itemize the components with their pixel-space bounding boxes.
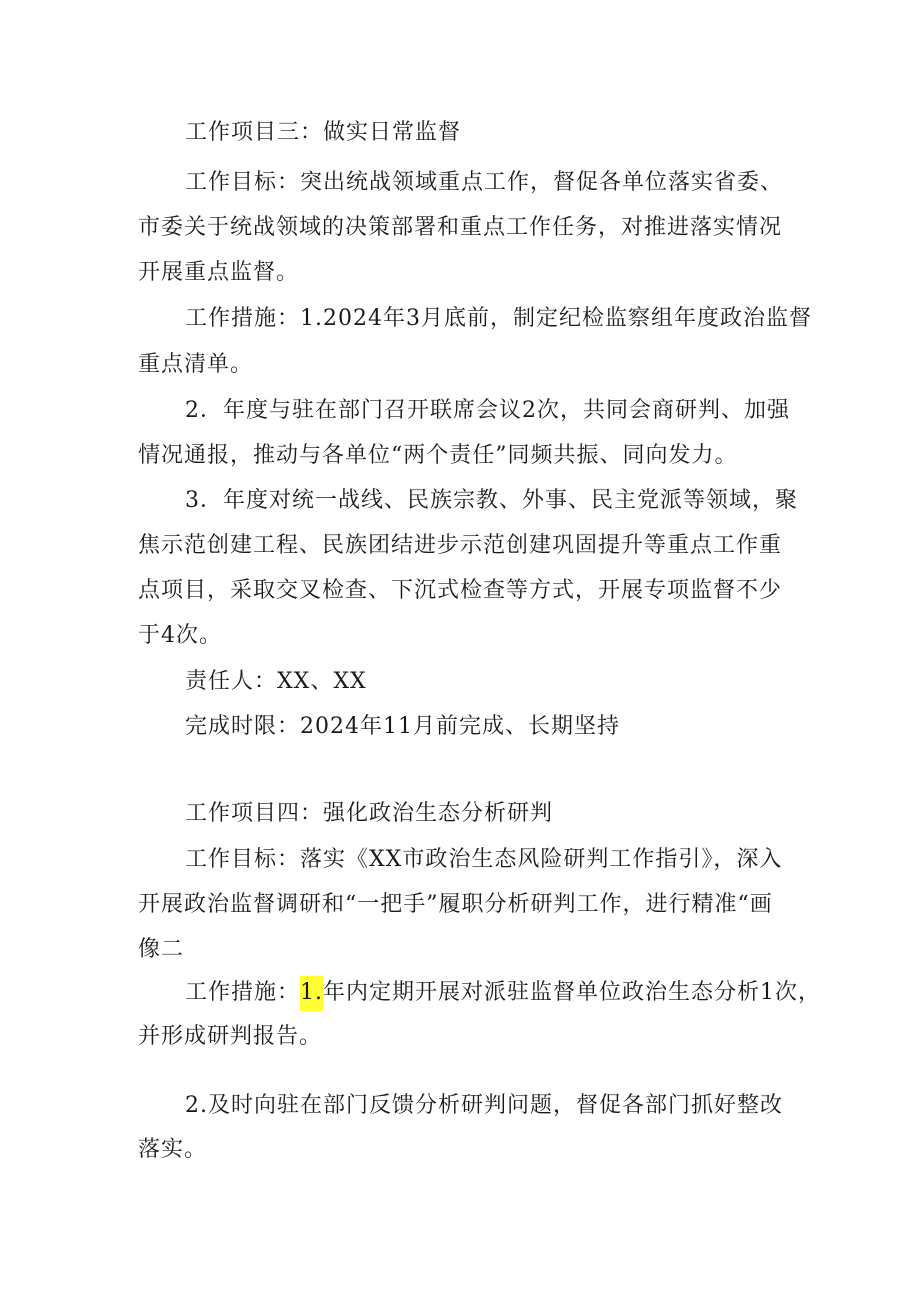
section3-item2-line2: 情况通报，推动与各单位“两个责任”同频共振、同向发力。 — [138, 443, 738, 468]
section3-item3-line1: 3．年度对统一战线、民族宗教、外事、民主党派等领域，聚 — [185, 488, 798, 513]
section4-item2-line2: 落实。 — [138, 1137, 208, 1162]
section3-measures-line2: 重点清单。 — [138, 352, 254, 377]
section3-responsible: 责任人：XX、XX — [185, 669, 367, 694]
section4-measures-prefix: 工作措施： — [185, 980, 301, 1005]
section3-goal-line1: 工作目标：突出统战领域重点工作，督促各单位落实省委、 — [185, 170, 784, 195]
section4-measures-rest: 年内定期开展对派驻监督单位政治生态分析1次， — [323, 980, 822, 1005]
section3-title: 工作项目三：做实日常监督 — [185, 120, 462, 145]
section4-goal-line1: 工作目标：落实《XX市政治生态风险研判工作指引》，深入 — [185, 847, 783, 872]
section3-measures-line1: 工作措施：1.2024年3月底前，制定纪检监察组年度政治监督 — [185, 306, 812, 331]
section4-item2-line1: 2.及时向驻在部门反馈分析研判问题，督促各部门抓好整改 — [185, 1093, 783, 1118]
section4-measures-line2: 并形成研判报告。 — [138, 1024, 323, 1049]
section3-deadline: 完成时限：2024年11月前完成、长期坚持 — [185, 714, 620, 739]
section3-item3-line2: 焦示范创建工程、民族团结进步示范创建巩固提升等重点工作重 — [138, 533, 783, 558]
section3-item2-line1: 2．年度与驻在部门召开联席会议2次，共同会商研判、加强 — [185, 398, 790, 423]
section3-item3-line3: 点项目，采取交叉检查、下沉式检查等方式，开展专项监督不少 — [138, 578, 783, 603]
section4-goal-line3: 像二 — [138, 937, 185, 962]
section4-title: 工作项目四：强化政治生态分析研判 — [185, 801, 554, 826]
section4-goal-line2: 开展政治监督调研和“一把手”履职分析研判工作，进行精准“画 — [138, 892, 773, 917]
highlighted-number: 1. — [300, 976, 323, 1011]
section3-item3-line4: 于4次。 — [138, 623, 222, 648]
section3-goal-line2: 市委关于统战领域的决策部署和重点工作任务，对推进落实情况 — [138, 215, 783, 240]
section4-measures-line1 — [185, 978, 821, 1008]
section3-goal-line3: 开展重点监督。 — [138, 260, 300, 285]
